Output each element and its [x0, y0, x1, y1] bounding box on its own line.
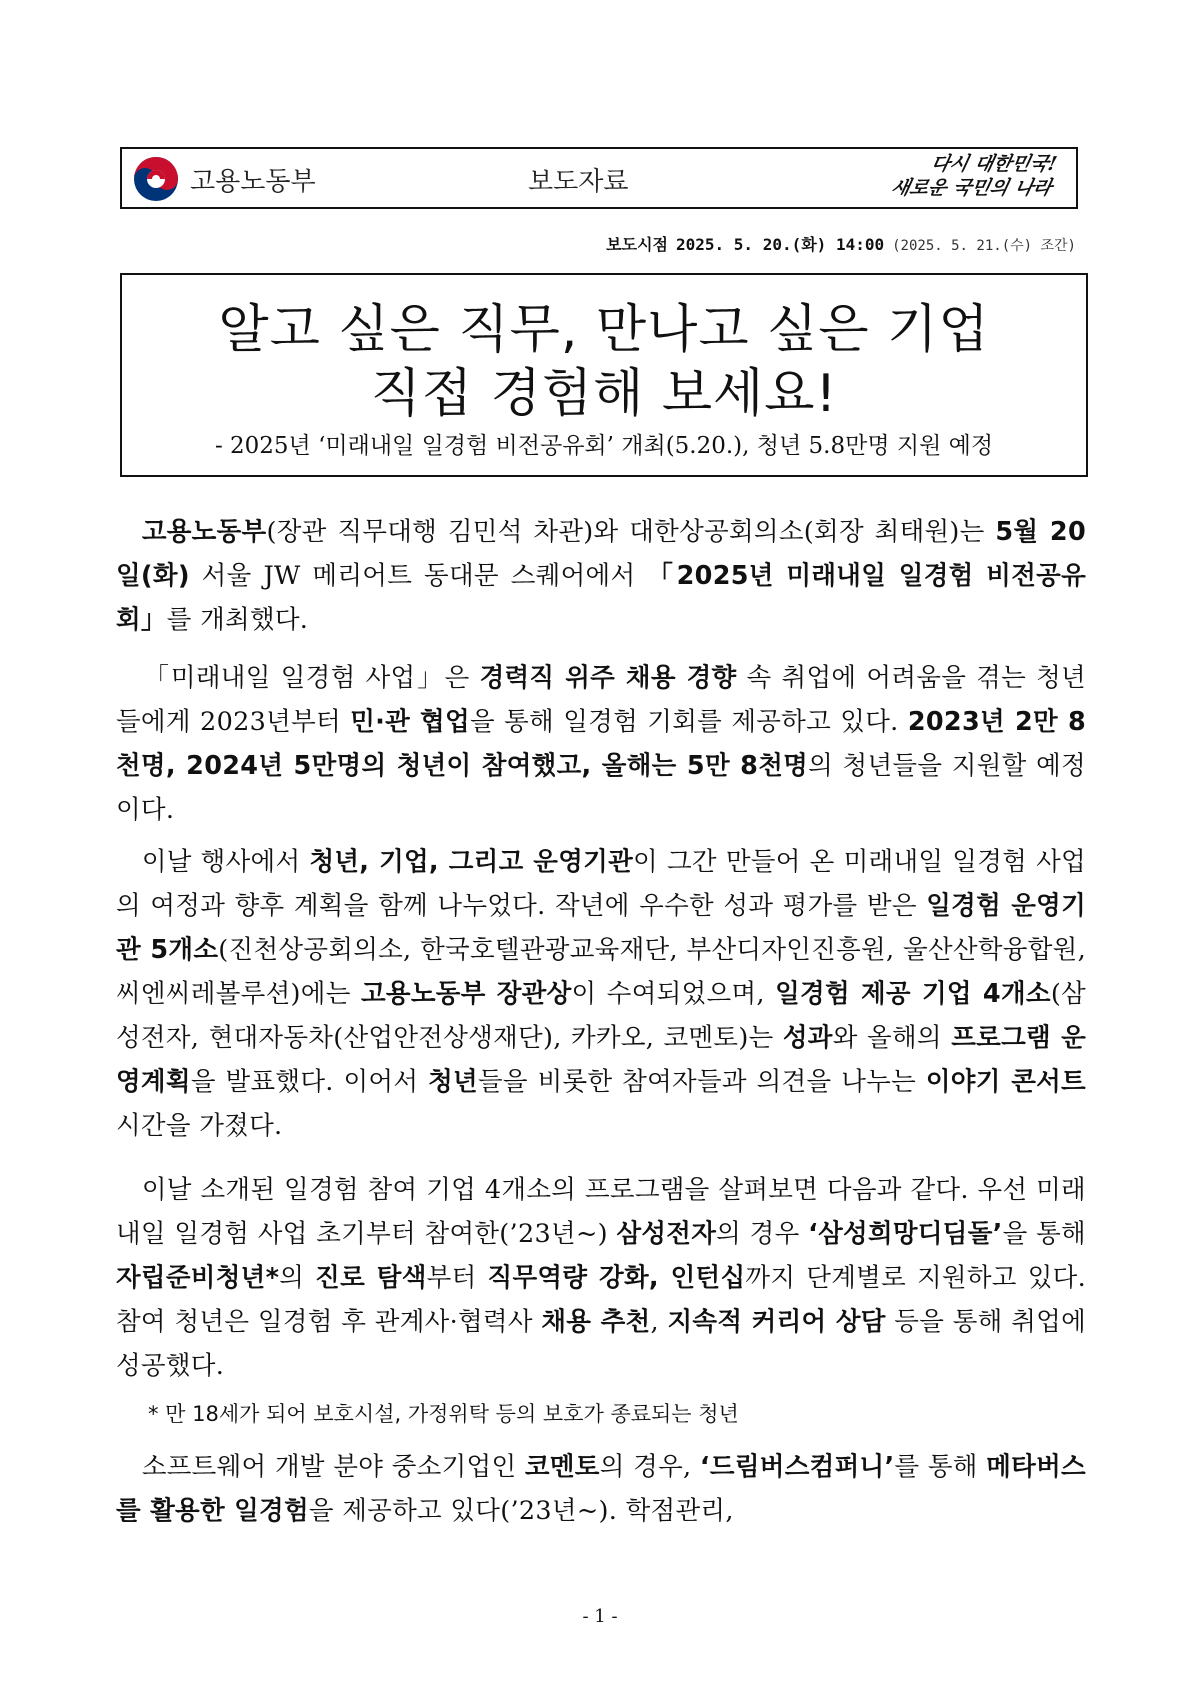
release-time: 2025. 5. 20.(화) 14:00	[676, 235, 885, 254]
text-run: 속 취업에 어려움을 겪는 청년들에게 2023년부터	[116, 663, 1086, 737]
text-run: (진천상공회의소, 한국호텔관광교육재단, 부산디자인진흥원, 울산산학융합원, 씨엔씨레볼루션)에는	[116, 935, 1086, 1009]
bold-text-run: 프로그램 운영계획	[116, 1023, 1087, 1097]
release-label: 보도시점	[606, 235, 668, 254]
bold-text-run: 청년, 기업, 그리고 운영기관	[309, 847, 634, 877]
bold-text-run: 코멘토	[524, 1452, 600, 1482]
text-run: 이 그간 만들어 온 미래내일 일경험 사업의 여정과 향후 계획을 함께 나누었다. 작년에 우수한 성과 평가를 받은	[116, 847, 1086, 921]
ministry-name: 고용노동부	[190, 166, 316, 197]
embargo-note: (2025. 5. 21.(수) 조간)	[892, 238, 1076, 254]
bold-text-run: 지속적 커리어 상담	[667, 1307, 886, 1337]
paragraph-indent	[116, 847, 142, 877]
bold-text-run: ‘삼성희망디딤돌’	[808, 1219, 1003, 1249]
text-run: 시간을 가졌다.	[116, 1111, 283, 1141]
body-paragraph-4	[116, 1168, 1086, 1388]
page-number: - 1 -	[582, 1606, 618, 1627]
bold-text-run: 5월 20일(화)	[116, 517, 1086, 591]
bold-text-run: 직무역량 강화, 인턴십	[487, 1263, 746, 1293]
text-run: (장관 직무대행 김민석 차관)와 대한상공회의소(회장 최태원)는	[266, 517, 996, 547]
slogan-line-2: 새로운 국민의 나라	[889, 177, 1054, 199]
paragraph-indent	[116, 663, 142, 693]
text-run: 을 통해	[1002, 1219, 1086, 1249]
headline-subtitle: - 2025년 ‘미래내일 일경험 비전공유회’ 개최(5.20.), 청년 5.8만명 지원 예정	[214, 433, 994, 459]
bold-text-run: 이야기 콘서트	[925, 1067, 1086, 1097]
bold-text-run: 경력직 위주 채용 경향	[479, 663, 737, 693]
text-run: 서울 JW 메리어트 동대문 스퀘어에서	[189, 561, 648, 591]
text-run: 의	[279, 1263, 316, 1293]
headline-line-1: 알고 싶은 직무, 만나고 싶은 기업	[218, 300, 990, 360]
release-time-line	[606, 232, 1076, 255]
handwritten-slogan	[799, 152, 1059, 200]
text-run: 의 경우,	[599, 1452, 700, 1482]
text-run: 부터	[426, 1263, 488, 1293]
text-run: 등을 통해 취업에 성공했다.	[116, 1307, 1086, 1381]
bold-text-run: 민·관 협업	[350, 707, 470, 737]
bold-text-run: 성과	[782, 1023, 833, 1053]
press-header-box	[120, 147, 1078, 209]
text-run: 를 개최했다.	[166, 605, 309, 635]
bold-text-run: 일경험 운영기관 5개소	[116, 891, 1086, 965]
text-run: 을 제공하고 있다(’23년~). 학점관리,	[308, 1496, 734, 1526]
bold-text-run: 2023년 2만 8천명, 2024년 5만명의 청년이 참여했고, 올해는 5만 8천명	[116, 707, 1086, 781]
paragraph-indent	[116, 1452, 142, 1482]
text-run: 소프트웨어 개발 분야 중소기업인	[141, 1452, 525, 1482]
taegeuk-logo-icon	[132, 155, 180, 203]
text-run: 「미래내일 일경험 사업」은	[141, 663, 480, 693]
bold-text-run: 고용노동부 장관상	[360, 979, 572, 1009]
text-run: 와 올해의	[832, 1023, 952, 1053]
bold-text-run: 청년	[428, 1067, 478, 1097]
text-run: 까지 단계별로 지원하고 있다. 참여 청년은 일경험 후 관계사·협력사	[116, 1263, 1086, 1337]
text-run: 를 통해	[894, 1452, 987, 1482]
text-run: 이날 소개된 일경험 참여 기업 4개소의 프로그램을 살펴보면 다음과 같다. 우선 미래내일 일경험 사업 초기부터 참여한(’23년~)	[116, 1175, 1086, 1249]
bold-text-run: 자립준비청년*	[116, 1263, 280, 1293]
paragraph-indent	[116, 517, 142, 547]
text-run: 의 청년들을 지원할 예정이다.	[116, 751, 1086, 825]
body-paragraph-1	[116, 510, 1086, 642]
body-paragraph-2	[116, 656, 1086, 832]
text-run: ,	[650, 1307, 668, 1337]
headline-line-2: 직접 경험해 보세요!	[370, 364, 838, 424]
ministry-logo	[132, 155, 316, 203]
bold-text-run: 채용 추천	[541, 1307, 651, 1337]
text-run: 의 경우	[716, 1219, 809, 1249]
text-run: 이날 행사에서	[141, 847, 310, 877]
text-run: 들을 비롯한 참여자들과 의견을 나누는	[477, 1067, 926, 1097]
document-type: 보도자료	[528, 167, 629, 197]
bold-text-run: 일경험 제공 기업 4개소	[775, 979, 1051, 1009]
body-paragraph-3	[116, 840, 1086, 1148]
text-run: (삼성전자, 현대자동차(산업안전상생재단), 카카오, 코멘토)는	[116, 979, 1086, 1053]
footnote: * 만 18세가 되어 보호시설, 가정위탁 등의 보호가 종료되는 청년	[148, 1402, 739, 1426]
text-run: 이 수여되었으며,	[571, 979, 776, 1009]
headline-box	[120, 273, 1088, 477]
text-run: 을 통해 일경험 기회를 제공하고 있다.	[469, 707, 908, 737]
bold-text-run: ‘드림버스컴퍼니’	[699, 1452, 895, 1482]
bold-text-run: 고용노동부	[141, 517, 267, 547]
bold-text-run: 삼성전자	[616, 1219, 717, 1249]
bold-text-run: 진로 탐색	[315, 1263, 427, 1293]
text-run: 을 발표했다. 이어서	[190, 1067, 429, 1097]
bold-text-run: 메타버스를 활용한 일경험	[116, 1452, 1086, 1526]
bold-text-run: 「2025년 미래내일 일경험 비전공유회」	[116, 561, 1087, 635]
body-paragraph-5	[116, 1445, 1086, 1533]
paragraph-indent	[116, 1175, 142, 1205]
slogan-line-1: 다시 대한민국!	[929, 153, 1059, 175]
